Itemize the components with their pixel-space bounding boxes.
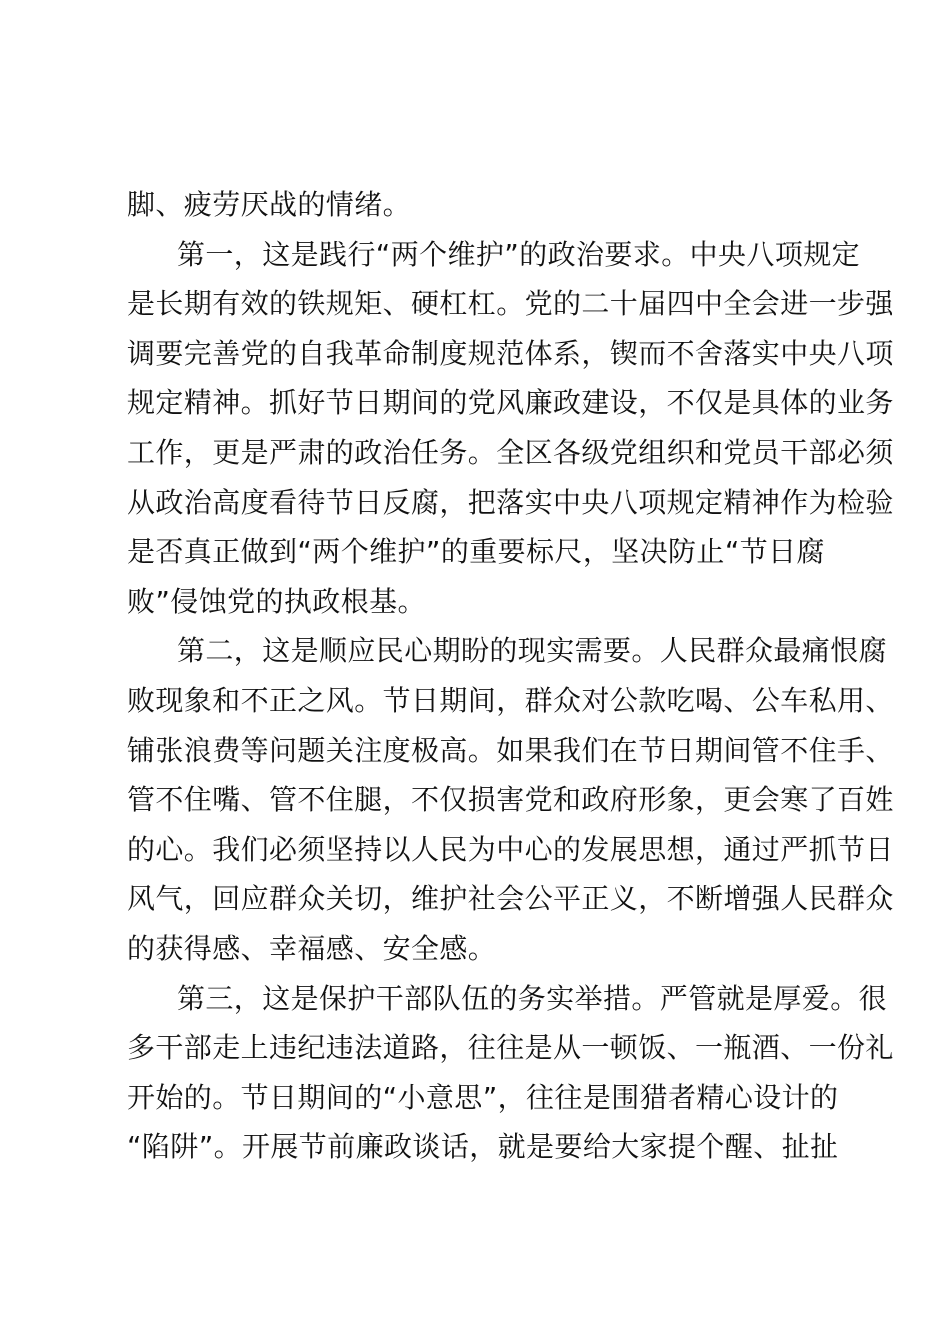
text-line: 脚、疲劳厌战的情绪。: [127, 188, 412, 221]
paragraph-first-line: 第一，这是践行“两个维护”的政治要求。中央八项规定: [177, 237, 861, 271]
text-line: “陷阱”。开展节前廉政谈话，就是要给大家提个醒、扯扯: [127, 1130, 839, 1164]
text-line: 风气，回应群众关切，维护社会公平正义，不断增强人民群众: [127, 882, 894, 916]
text-line: 是否真正做到“两个维护”的重要标尺，坚决防止“节日腐: [127, 535, 825, 569]
text-line: 败”侵蚀党的执政根基。: [127, 584, 426, 618]
text-line: 的获得感、幸福感、安全感。: [127, 931, 497, 965]
text-line: 是长期有效的铁规矩、硬杠杠。党的二十届四中全会进一步强: [127, 287, 894, 321]
text-line: 败现象和不正之风。节日期间，群众对公款吃喝、公车私用、: [127, 683, 894, 717]
paragraph-first-line: 第二，这是顺应民心期盼的现实需要。人民群众最痛恨腐: [177, 634, 888, 668]
text-line: 的心。我们必须坚持以人民为中心的发展思想，通过严抓节日: [127, 832, 894, 866]
text-line: 规定精神。抓好节日期间的党风廉政建设，不仅是具体的业务: [127, 386, 894, 420]
text-line: 调要完善党的自我革命制度规范体系，锲而不舍落实中央八项: [127, 336, 894, 370]
text-line: 铺张浪费等问题关注度极高。如果我们在节日期间管不住手、: [127, 733, 894, 767]
text-line: 从政治高度看待节日反腐，把落实中央八项规定精神作为检验: [127, 485, 894, 519]
text-line: 管不住嘴、管不住腿，不仅损害党和政府形象，更会寒了百姓: [127, 783, 894, 817]
body-text: [127, 180, 894, 1172]
text-line: 多干部走上违纪违法道路，往往是从一顿饭、一瓶酒、一份礼: [127, 1031, 894, 1065]
text-line: 工作，更是严肃的政治任务。全区各级党组织和党员干部必须: [127, 435, 894, 469]
text-line: 开始的。节日期间的“小意思”，往往是围猎者精心设计的: [127, 1080, 839, 1114]
paragraph-first-line: 第三，这是保护干部队伍的务实举措。严管就是厚爱。很: [177, 981, 888, 1015]
